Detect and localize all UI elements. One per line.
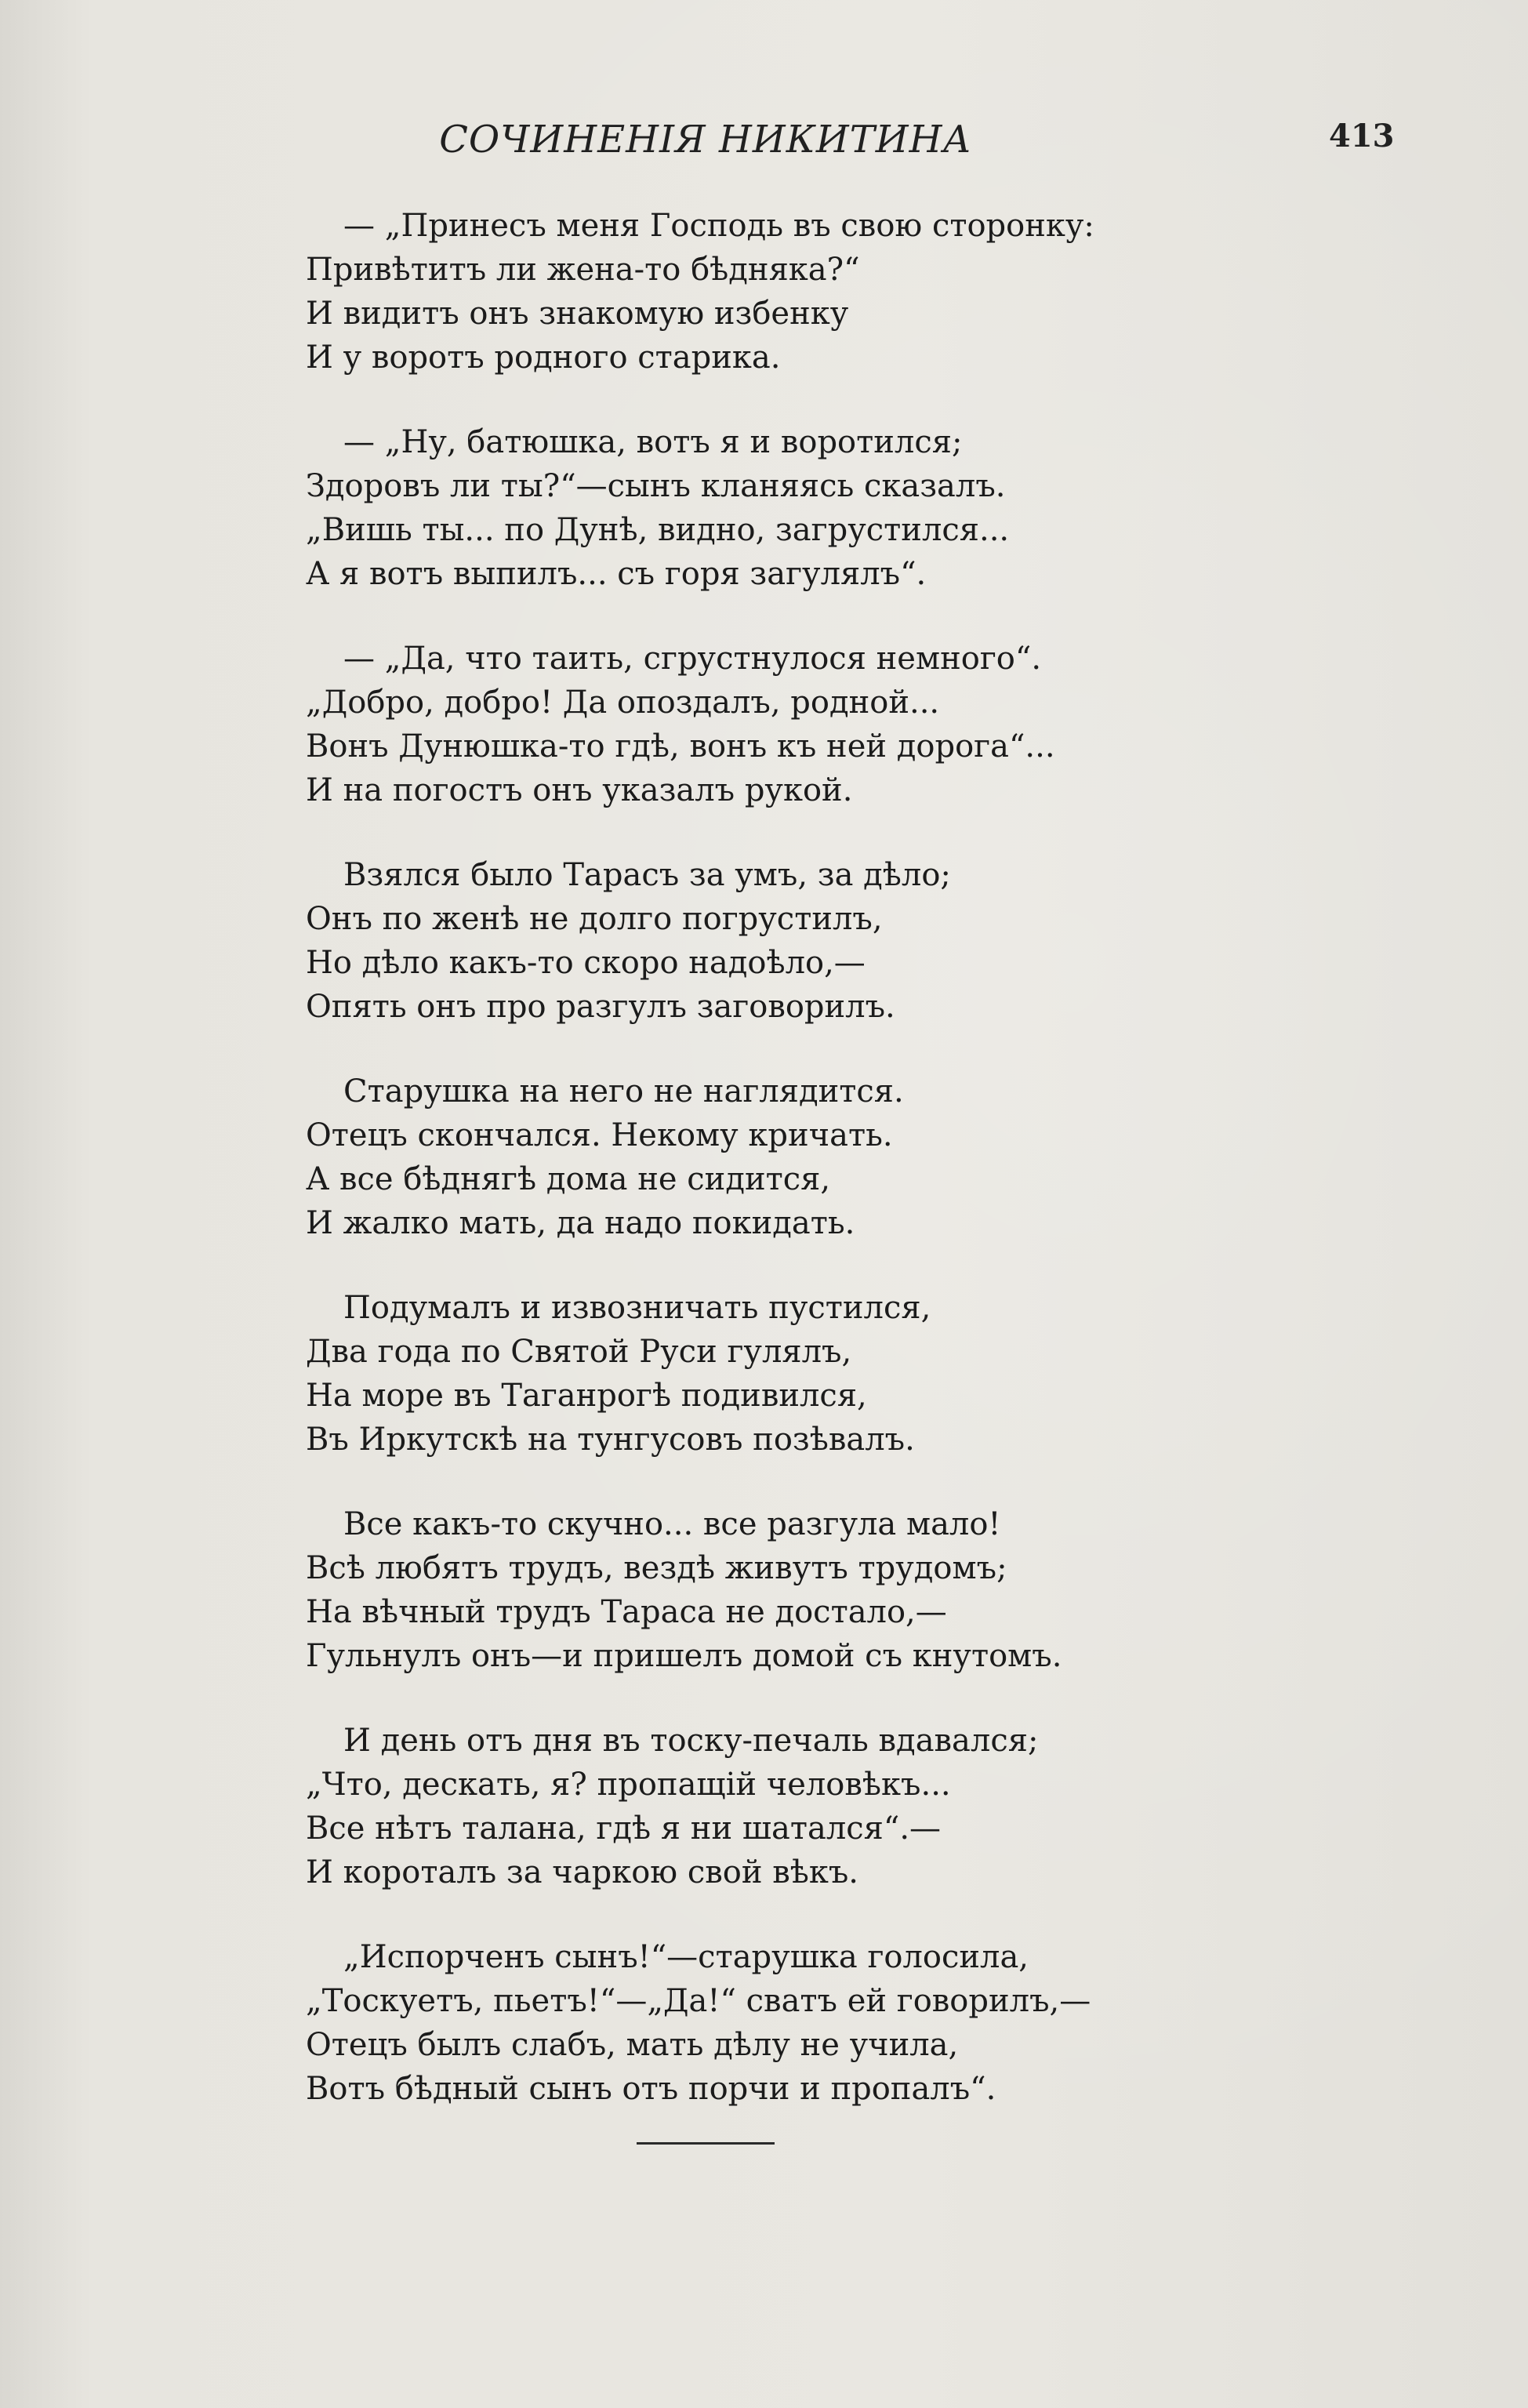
- poem-line: И жалко мать, да надо покидать.: [306, 1205, 855, 1241]
- poem-line: Вонъ Дунюшка-то гдѣ, вонъ къ ней дорога“...: [306, 728, 1055, 765]
- poem-line: Все нѣтъ талана, гдѣ я ни шатался“.—: [306, 1811, 942, 1847]
- poem-line: Опять онъ про разгулъ заговорилъ.: [306, 989, 895, 1025]
- poem-line: Гульнулъ онъ—и пришелъ домой съ кнутомъ.: [306, 1638, 1062, 1674]
- stanza-4: [306, 853, 1207, 1029]
- poem-line: „Тоскуетъ, пьетъ!“—„Да!“ сватъ ей говорилъ,—: [306, 1983, 1091, 2019]
- poem-line: „Добро, добро! Да опоздалъ, родной...: [306, 685, 940, 721]
- poem-line: Здоровъ ли ты?“—сынъ кланяясь сказалъ.: [306, 468, 1006, 504]
- poem-line: И видитъ онъ знакомую избенку: [306, 296, 849, 332]
- poem-line: „Вишь ты... по Дунѣ, видно, загрустился...: [306, 512, 1010, 548]
- running-title: СОЧИНЕНІЯ НИКИТИНА: [439, 118, 972, 162]
- stanza-6: [306, 1286, 1207, 1462]
- poem-line: Два года по Святой Руси гулялъ,: [306, 1334, 852, 1370]
- poem-line: Отецъ скончался. Некому кричать.: [306, 1117, 893, 1153]
- poem-line: — „Да, что таить, сгрустнулося немного“.: [343, 641, 1042, 677]
- end-divider: [637, 2142, 775, 2145]
- poem-line: И на погостъ онъ указалъ рукой.: [306, 772, 853, 808]
- poem-line: Въ Иркутскѣ на тунгусовъ позѣвалъ.: [306, 1422, 915, 1458]
- poem-line: Все какъ-то скучно... все разгула мало!: [343, 1506, 1001, 1542]
- poem-line: „Испорченъ сынъ!“—старушка голосила,: [343, 1939, 1029, 1975]
- poem-line: И короталъ за чаркою свой вѣкъ.: [306, 1854, 858, 1890]
- poem-line: „Что, дескать, я? пропащій человѣкъ...: [306, 1767, 951, 1803]
- stanza-3: [306, 637, 1207, 812]
- stanza-9: [306, 1935, 1207, 2111]
- poem-line: Старушка на него не наглядится.: [343, 1073, 904, 1110]
- poem-body: [306, 204, 1207, 2152]
- stanza-5: [306, 1070, 1207, 1245]
- poem-line: — „Принесъ меня Господь въ свою сторонку:: [343, 208, 1094, 244]
- page-number: 413: [1329, 118, 1395, 154]
- poem-line: И день отъ дня въ тоску-печаль вдавался;: [343, 1723, 1039, 1759]
- poem-line: И у воротъ родного старика.: [306, 340, 781, 376]
- poem-line: Привѣтитъ ли жена-то бѣдняка?“: [306, 252, 860, 288]
- poem-line: Вотъ бѣдный сынъ отъ порчи и пропалъ“.: [306, 2071, 996, 2107]
- stanza-2: [306, 420, 1207, 596]
- poem-line: Отецъ былъ слабъ, мать дѣлу не учила,: [306, 2027, 959, 2063]
- poem-line: А я вотъ выпилъ... съ горя загулялъ“.: [306, 556, 927, 592]
- poem-line: — „Ну, батюшка, вотъ я и воротился;: [343, 424, 963, 460]
- poem-line: Но дѣло какъ-то скоро надоѣло,—: [306, 945, 866, 981]
- poem-line: А все бѣднягѣ дома не сидится,: [306, 1161, 831, 1197]
- poem-line: Онъ по женѣ не долго погрустилъ,: [306, 901, 883, 937]
- stanza-8: [306, 1719, 1207, 1894]
- poem-line: На вѣчный трудъ Тараса не достало,—: [306, 1594, 947, 1630]
- poem-line: На море въ Таганрогѣ подивился,: [306, 1378, 867, 1414]
- stanza-1: [306, 204, 1207, 380]
- stanza-7: [306, 1502, 1207, 1678]
- poem-line: Всѣ любятъ трудъ, вездѣ живутъ трудомъ;: [306, 1550, 1007, 1586]
- poem-line: Подумалъ и извозничать пустился,: [343, 1290, 931, 1326]
- poem-line: Взялся было Тарасъ за умъ, за дѣло;: [343, 857, 951, 893]
